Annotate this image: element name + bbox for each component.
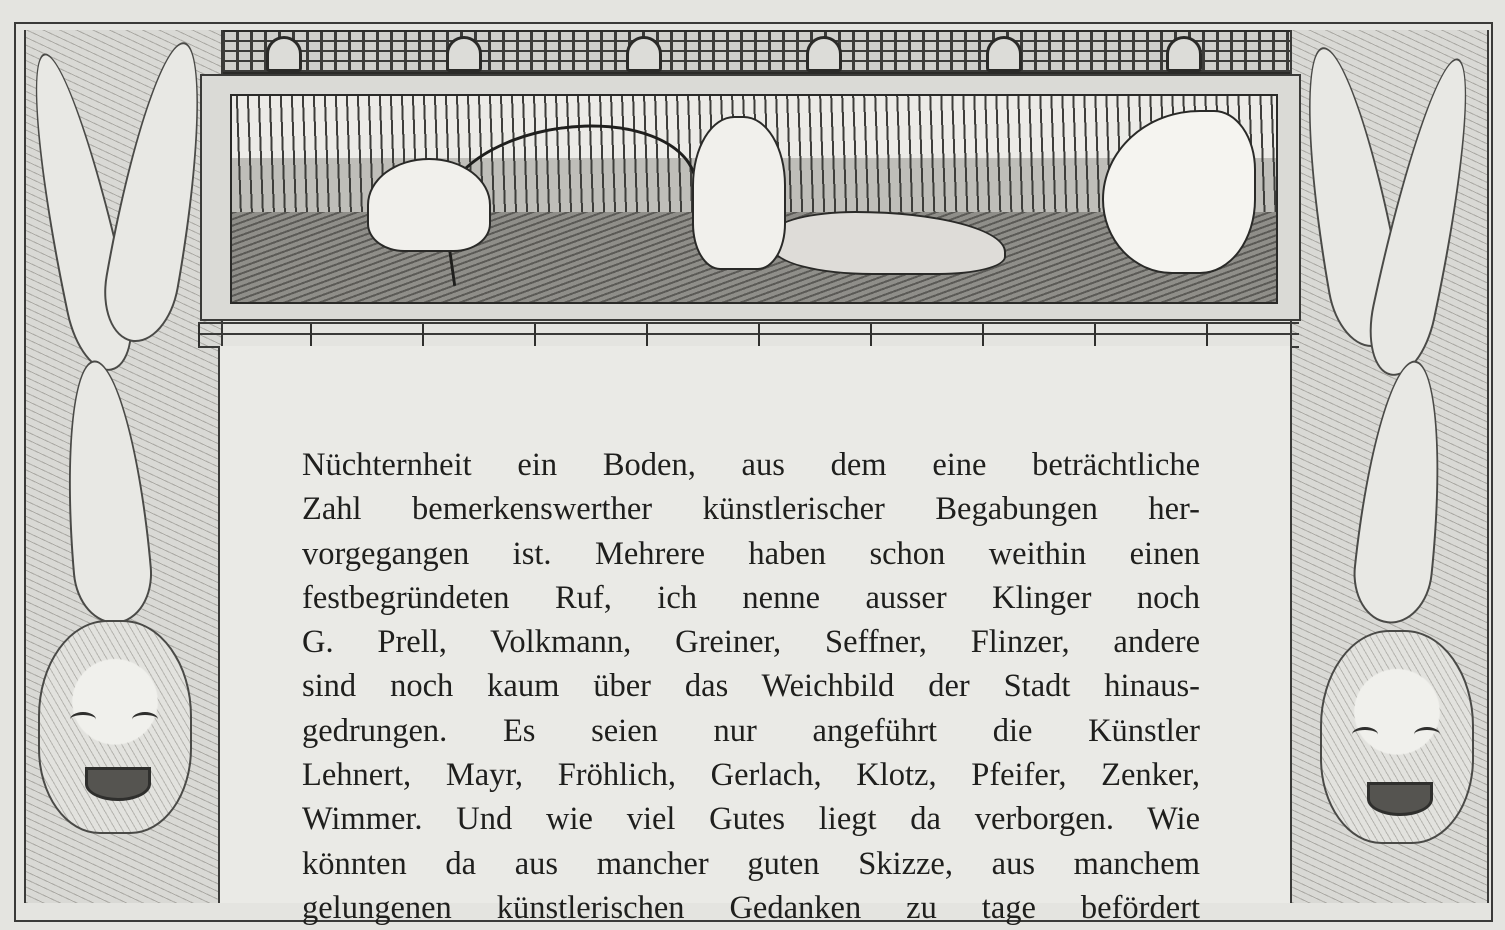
text-line: gedrungen. Es seien nur angeführt die Künstler xyxy=(302,712,1200,749)
ornament-motif xyxy=(446,36,482,72)
body-paragraph xyxy=(302,443,1200,926)
text-line: vorgegangen ist. Mehrere haben schon weithin einen xyxy=(302,535,1200,572)
mermaid-swan-illustration xyxy=(230,94,1278,304)
text-line: Lehnert, Mayr, Fröhlich, Gerlach, Klotz, Pfeifer, Zenker, xyxy=(302,757,1200,794)
ornament-motif xyxy=(806,36,842,72)
text-line: sind noch kaum über das Weichbild der Stadt hinaus- xyxy=(302,668,1200,705)
ornamental-top-band xyxy=(26,30,1479,74)
lion-eye xyxy=(70,712,96,727)
lion-head-illustration xyxy=(1320,630,1474,844)
text-line: Nüchternheit ein Boden, aus dem eine beträchtliche xyxy=(302,447,1200,483)
text-line: festbegründeten Ruf, ich nenne ausser Klinger noch xyxy=(302,579,1200,616)
ornament-motif xyxy=(986,36,1022,72)
ornament-motif xyxy=(1166,36,1202,72)
lion-eye xyxy=(1414,727,1440,742)
text-panel xyxy=(218,346,1292,926)
text-line: Wimmer. Und wie viel Gutes liegt da verborgen. Wie xyxy=(302,801,1200,838)
lion-mouth xyxy=(85,767,151,801)
mermaid-figure-illustration xyxy=(692,116,786,270)
text-line: Zahl bemerkenswerther künstlerischer Begabungen her- xyxy=(302,491,1200,528)
text-line: G. Prell, Volkmann, Greiner, Seffner, Flinzer, andere xyxy=(302,624,1200,661)
text-line: könnten da aus mancher guten Skizze, aus manchem xyxy=(302,845,1200,882)
reclining-figure-illustration xyxy=(367,158,491,252)
ornament-motif xyxy=(626,36,662,72)
text-line: gelungenen künstlerischen Gedanken zu tage befördert xyxy=(302,889,1200,926)
ornament-motif xyxy=(266,36,302,72)
lion-head-illustration xyxy=(38,620,192,834)
header-illustration-frame xyxy=(200,74,1301,321)
ornamental-divider-bar xyxy=(198,322,1299,348)
lion-mouth xyxy=(1367,782,1433,816)
right-ornament-column xyxy=(1290,30,1489,903)
banana-leaf-illustration xyxy=(1348,357,1454,628)
swan-illustration xyxy=(1102,110,1256,274)
lion-eye xyxy=(132,712,158,727)
banana-leaf-illustration xyxy=(55,357,157,627)
left-ornament-column xyxy=(24,30,223,903)
lion-eye xyxy=(1352,727,1378,742)
